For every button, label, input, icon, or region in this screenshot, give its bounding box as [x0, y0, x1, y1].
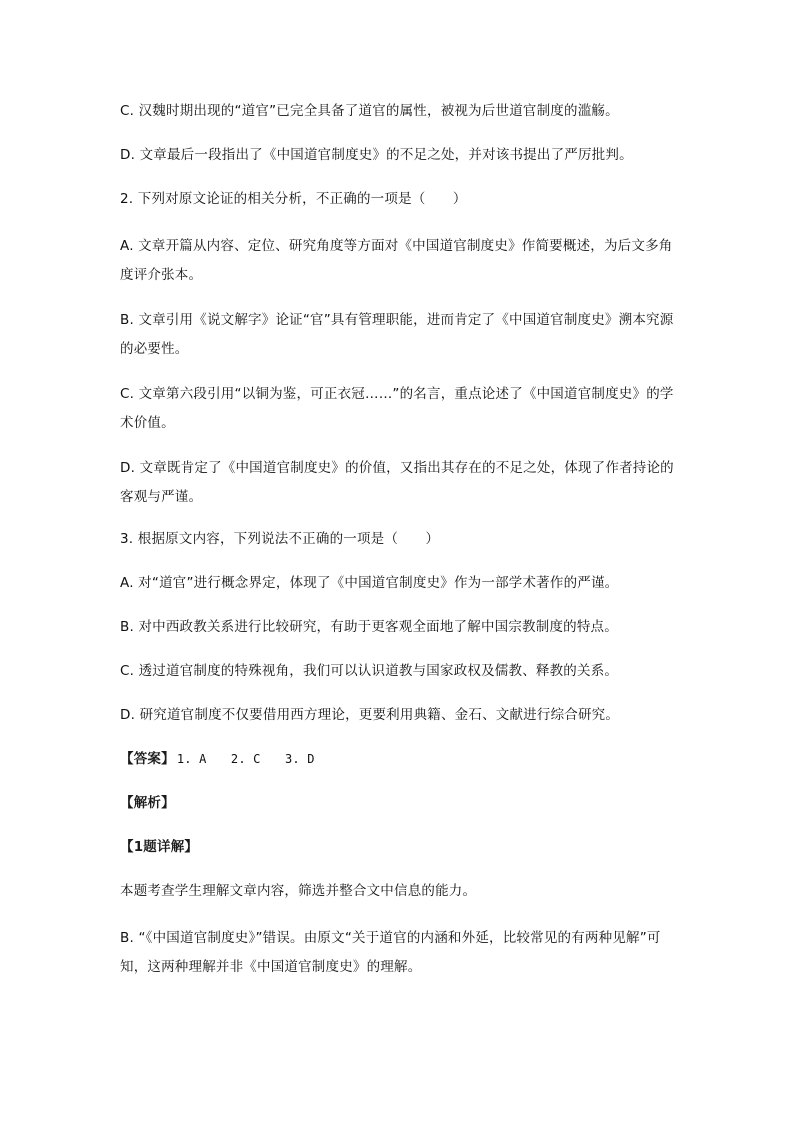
q1-option-c: C. 汉魏时期出现的“道官”已完全具备了道官的属性，被视为后世道官制度的滥觞。	[120, 103, 619, 119]
q2-option-c: C. 文章第六段引用“以铜为鉴，可正衣冠……”的名言，重点论述了《中国道官制度史》的学术价值。	[120, 386, 674, 431]
answer-values: 1. A 2. C 3. D	[176, 752, 315, 766]
detail-option-b: B. “《中国道官制度史》”错误。由原文“关于道官的内涵和外延，比较常见的有两种见解”可知，这两种理解并非《中国道官制度史》的理解。	[120, 930, 661, 975]
q3-stem: 3. 根据原文内容，下列说法不正确的一项是（ ）	[120, 531, 440, 547]
q2-option-d: D. 文章既肯定了《中国道官制度史》的价值，又指出其存在的不足之处，体现了作者持论的客观与严谨。	[120, 460, 674, 505]
detail-intro: 本题考查学生理解文章内容，筛选并整合文中信息的能力。	[120, 883, 477, 899]
q3-option-b: B. 对中西政教关系进行比较研究，有助于更客观全面地了解中国宗教制度的特点。	[120, 619, 618, 635]
analysis-label: 【解析】	[120, 795, 175, 811]
answer-label: 【答案】	[120, 751, 175, 767]
answer-line	[120, 748, 684, 771]
q2-option-b: B. 文章引用《说文解字》论证“官”具有管理职能，进而肯定了《中国道官制度史》溯本究源的必要性。	[120, 312, 674, 357]
q3-option-c: C. 透过道官制度的特殊视角，我们可以认识道教与国家政权及儒教、释教的关系。	[120, 663, 619, 679]
q3-option-a: A. 对“道官”进行概念界定，体现了《中国道官制度史》作为一部学术著作的严谨。	[120, 575, 619, 591]
detail-label: 【1题详解】	[120, 839, 199, 855]
q2-option-a: A. 文章开篇从内容、定位、研究角度等方面对《中国道官制度史》作简要概述，为后文多角度评介张本。	[120, 238, 673, 283]
q3-option-d: D. 研究道官制度不仅要借用西方理论，更要利用典籍、金石、文献进行综合研究。	[120, 707, 620, 723]
q2-stem: 2. 下列对原文论证的相关分析，不正确的一项是（ ）	[120, 191, 467, 207]
q1-option-d: D. 文章最后一段指出了《中国道官制度史》的不足之处，并对该书提出了严厉批判。	[120, 147, 633, 163]
